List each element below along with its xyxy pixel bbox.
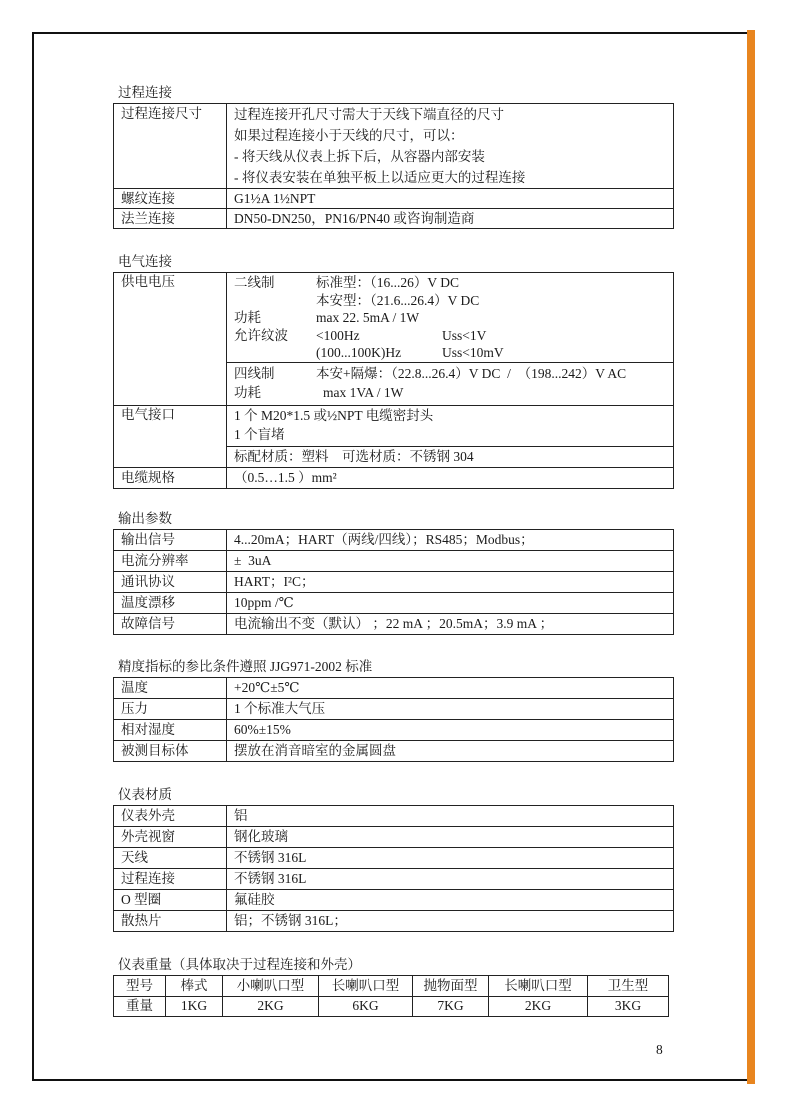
weight-header-cell: 抛物面型 [413, 976, 489, 997]
row-value: 10ppm /℃ [227, 593, 674, 614]
reference-conditions-table [113, 677, 674, 762]
row-value: HART；I²C； [227, 572, 674, 593]
interface-block [227, 406, 673, 447]
interface-material: 标配材质：塑料 可选材质：不锈钢 304 [234, 448, 474, 464]
four-wire-voltage: 本安+隔爆：（22.8...26.4）V DC / （198...242）V AC [316, 365, 627, 381]
two-wire-block [227, 273, 673, 363]
row-value: ± 3uA [227, 551, 674, 572]
power-label: 功耗 [234, 310, 261, 326]
row-value: （0.5…1.5 ）mm² [227, 467, 674, 488]
row-label: 被测目标体 [114, 741, 227, 762]
materials-table [113, 805, 674, 932]
text-line: 1 个盲堵 [234, 426, 285, 442]
table-row [114, 869, 674, 890]
power-value: max 1VA / 1W [323, 384, 404, 400]
weight-header-cell: 小喇叭口型 [223, 976, 319, 997]
table-row [114, 678, 674, 699]
ripple-frequency: (100...100K)Hz [316, 345, 402, 361]
table-row [114, 806, 674, 827]
electrical-connection-table [113, 272, 674, 489]
row-label: O 型圈 [114, 890, 227, 911]
row-label: 过程连接尺寸 [114, 104, 227, 189]
weight-header-cell: 棒式 [166, 976, 223, 997]
heading-electrical-connection: 电气连接 [118, 254, 172, 269]
row-label: 过程连接 [114, 869, 227, 890]
row-label: 散热片 [114, 911, 227, 932]
table-row [114, 593, 674, 614]
four-wire-label: 四线制 [234, 365, 275, 381]
text-line [234, 344, 673, 362]
row-label: 温度漂移 [114, 593, 227, 614]
process-connection-table [113, 103, 674, 229]
row-value: 钢化玻璃 [227, 827, 674, 848]
table-row [114, 890, 674, 911]
row-value: G1½A 1½NPT [227, 189, 674, 209]
text-line [234, 292, 673, 310]
text-line: 过程连接开孔尺寸需大于天线下端直径的尺寸 [234, 107, 504, 122]
table-row [114, 720, 674, 741]
row-value: 1 个标准大气压 [227, 699, 674, 720]
ripple-label: 允许纹波 [234, 327, 288, 343]
weight-value-cell: 3KG [588, 996, 669, 1017]
power-value: max 22. 5mA / 1W [316, 310, 420, 326]
text-line [234, 364, 673, 383]
text-line: 1 个 M20*1.5 或½NPT 电缆密封头 [234, 407, 434, 423]
row-label: 压力 [114, 699, 227, 720]
row-value: 摆放在消音暗室的金属圆盘 [227, 741, 674, 762]
text-line [234, 274, 673, 292]
row-label: 螺纹连接 [114, 189, 227, 209]
table-row-electrical-interface [114, 405, 674, 467]
row-value: DN50-DN250，PN16/PN40 或咨询制造商 [227, 209, 674, 229]
weight-header-cell: 卫生型 [588, 976, 669, 997]
row-label: 外壳视窗 [114, 827, 227, 848]
row-label: 仪表外壳 [114, 806, 227, 827]
row-value: 4...20mA；HART（两线/四线）；RS485；Modbus； [227, 530, 674, 551]
ripple-uss: Uss<1V [442, 327, 487, 343]
text-line: 如果过程连接小于天线的尺寸，可以： [234, 128, 464, 143]
text-line [234, 309, 673, 327]
weight-header-cell: 长喇叭口型 [489, 976, 588, 997]
table-row [114, 530, 674, 551]
intrinsic-voltage: 本安型：（21.6...26.4）V DC [316, 292, 480, 308]
row-value [227, 104, 674, 189]
table-row [114, 614, 674, 635]
accent-bar [747, 30, 755, 1084]
table-row [114, 572, 674, 593]
weight-value-cell: 1KG [166, 996, 223, 1017]
weight-header-cell: 型号 [114, 976, 166, 997]
table-row-thread [114, 189, 674, 209]
weight-table [113, 975, 669, 1017]
table-row [114, 699, 674, 720]
table-row [114, 848, 674, 869]
row-value: +20℃±5℃ [227, 678, 674, 699]
ripple-uss: Uss<10mV [442, 345, 504, 361]
four-wire-block [227, 363, 673, 405]
weight-header-cell: 长喇叭口型 [319, 976, 413, 997]
row-label: 故障信号 [114, 614, 227, 635]
row-value: 铝 [227, 806, 674, 827]
row-label: 输出信号 [114, 530, 227, 551]
row-value: 不锈钢 316L [227, 848, 674, 869]
table-row-power-supply [114, 273, 674, 406]
row-label: 电缆规格 [114, 467, 227, 488]
weight-value-cell: 2KG [223, 996, 319, 1017]
row-value [227, 405, 674, 467]
weight-value-cell: 7KG [413, 996, 489, 1017]
row-label: 温度 [114, 678, 227, 699]
row-label: 法兰连接 [114, 209, 227, 229]
row-label: 供电电压 [114, 273, 227, 406]
standard-voltage: 标准型：（16...26）V DC [316, 275, 460, 290]
row-label: 天线 [114, 848, 227, 869]
table-row [114, 911, 674, 932]
heading-materials: 仪表材质 [118, 787, 172, 802]
table-row [114, 741, 674, 762]
row-value: 不锈钢 316L [227, 869, 674, 890]
table-row [114, 551, 674, 572]
weight-value-cell: 6KG [319, 996, 413, 1017]
power-label: 功耗 [234, 384, 261, 400]
row-label: 电流分辨率 [114, 551, 227, 572]
row-label: 电气接口 [114, 405, 227, 467]
heading-output-parameters: 输出参数 [118, 511, 172, 526]
row-label: 相对湿度 [114, 720, 227, 741]
text-line [234, 327, 673, 345]
heading-weight: 仪表重量（具体取决于过程连接和外壳） [118, 957, 361, 972]
row-label: 通讯协议 [114, 572, 227, 593]
page-number: 8 [656, 1042, 663, 1057]
table-row-connection-size [114, 104, 674, 189]
table-row-cable [114, 467, 674, 488]
text-line: - 将仪表安装在单独平板上以适应更大的过程连接 [234, 170, 526, 185]
output-parameters-table [113, 529, 674, 635]
row-value: 氟硅胶 [227, 890, 674, 911]
row-value: 铝；不锈钢 316L； [227, 911, 674, 932]
weight-header-row [114, 976, 669, 997]
row-value [227, 273, 674, 406]
weight-value-cell: 2KG [489, 996, 588, 1017]
weight-value-row [114, 996, 669, 1017]
ripple-frequency: <100Hz [316, 327, 360, 343]
table-row [114, 827, 674, 848]
heading-reference-conditions: 精度指标的参比条件遵照 JJG971-2002 标准 [118, 659, 373, 674]
row-value: 60%±15% [227, 720, 674, 741]
two-wire-label: 二线制 [234, 275, 275, 290]
weight-value-cell: 重量 [114, 996, 166, 1017]
table-row-flange [114, 209, 674, 229]
heading-process-connection: 过程连接 [118, 85, 172, 100]
text-line [234, 383, 673, 402]
text-line: - 将天线从仪表上拆下后，从容器内部安装 [234, 149, 485, 164]
row-value: 电流输出不变（默认） ；22 mA ；20.5mA；3.9 mA ； [227, 614, 674, 635]
